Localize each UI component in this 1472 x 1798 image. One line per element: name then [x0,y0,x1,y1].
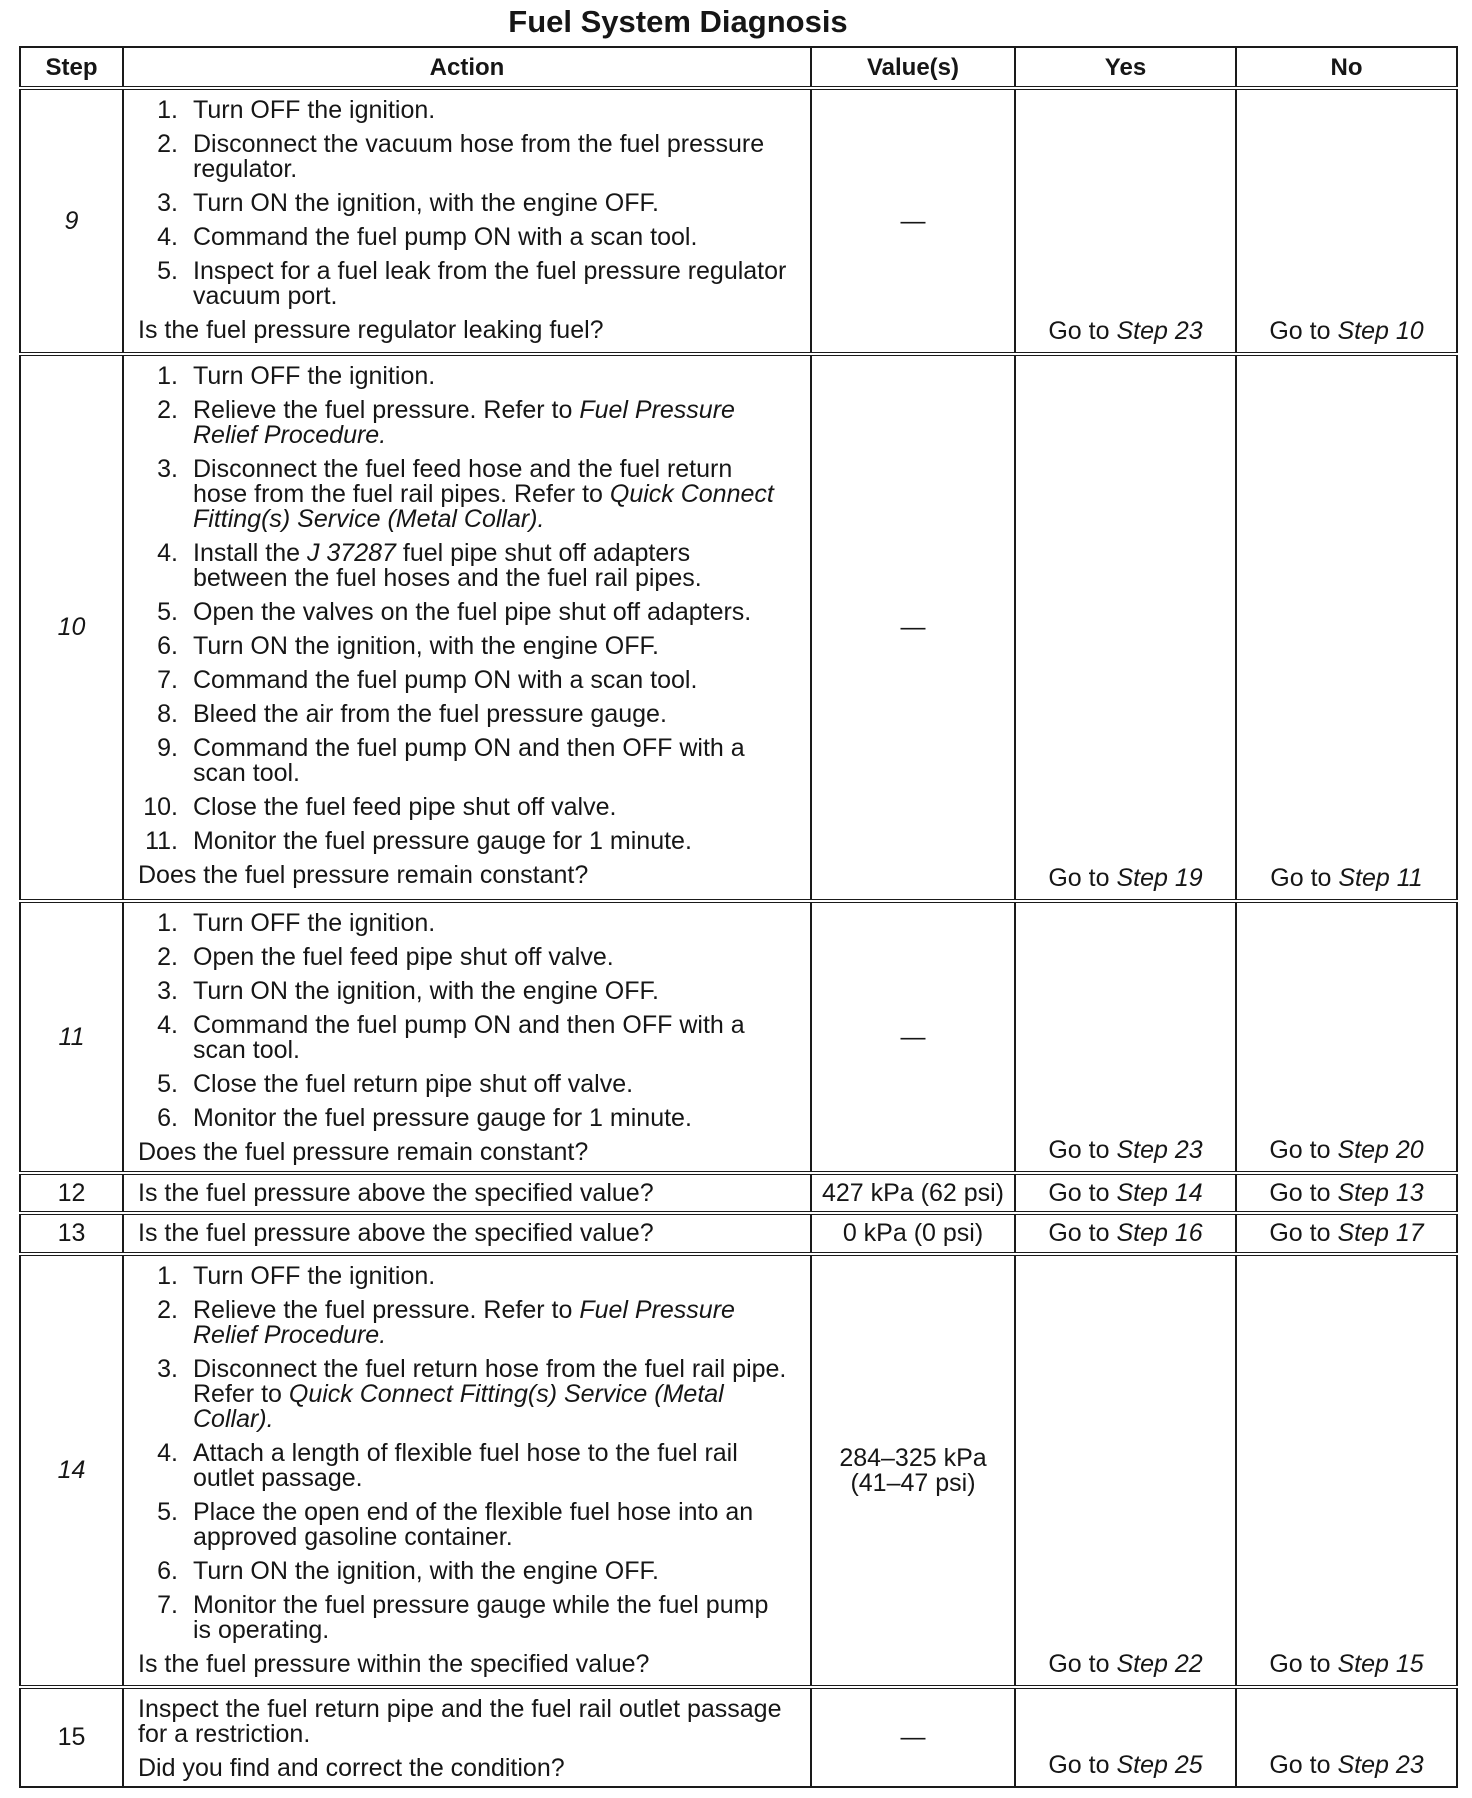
action-item [138,1441,804,1491]
no-cell [1236,354,1457,901]
yes-cell [1015,88,1236,354]
item-text [193,457,774,532]
item-number: 11. [145,827,178,855]
item-number: 1. [157,362,178,390]
go-to-text: Go to [1269,1751,1338,1779]
item-text-run: Command the fuel pump ON and then OFF with a scan tool. [193,734,745,787]
item-text [193,1298,735,1348]
go-to-text: Go to [1269,1219,1338,1247]
item-text [193,1106,692,1131]
step-reference: Step 20 [1337,1136,1424,1164]
step-reference: Step 17 [1337,1219,1424,1247]
action-item [138,634,804,659]
yes-cell [1015,1254,1236,1687]
step-reference: Step 22 [1116,1650,1203,1678]
go-to-text: Go to [1048,864,1117,892]
item-text [193,98,435,123]
item-text [193,1559,659,1584]
value-cell [811,1213,1015,1254]
spec-value: — [900,1723,926,1751]
step-reference: Step 10 [1337,317,1424,345]
step-reference: Step 25 [1116,1751,1203,1779]
action-cell [123,1687,811,1787]
action-question: Did you find and correct the condition? [138,1754,565,1782]
header-no: No [1236,47,1457,88]
value-cell [811,1173,1015,1213]
step-reference: Step 15 [1337,1650,1424,1678]
item-text-run: Turn ON the ignition, with the engine OFF. [193,977,659,1005]
action-text: Inspect the fuel return pipe and the fuel rail outlet passage for a restriction. [138,1695,782,1748]
action-item [138,457,804,532]
action-item [138,600,804,625]
action-item [138,1072,804,1097]
action-question: Does the fuel pressure remain constant? [138,861,589,889]
go-to-text: Go to [1048,1178,1117,1207]
item-text-run: Command the fuel pump ON with a scan tool. [193,666,698,694]
action-question: Is the fuel pressure regulator leaking fuel? [138,316,604,344]
go-to-text: Go to [1048,1219,1117,1247]
item-number: 3. [157,189,178,217]
item-number: 1. [157,909,178,937]
step-reference: Step 11 [1338,864,1423,892]
item-number: 4. [157,539,178,567]
action-item [138,979,804,1004]
item-text [193,600,751,625]
yes-cell [1015,1173,1236,1213]
item-text-run: fuel pipe shut off adapters between the fuel hoses and the fuel rail pipes. [193,539,702,592]
spec-value: — [900,206,926,235]
value-cell [811,88,1015,354]
action-cell [123,1213,811,1254]
action-item [138,736,804,786]
no-cell [1236,1173,1457,1213]
item-text-run: Relieve the fuel pressure. Refer to [193,1296,580,1324]
spec-value: 0 kPa (0 psi) [842,1219,984,1247]
step-row [20,1173,1457,1213]
item-text [193,541,702,591]
item-text-run: Command the fuel pump ON and then OFF with a scan tool. [193,1011,745,1064]
item-number: 7. [157,666,178,694]
action-item [138,541,804,591]
item-text-run: Inspect for a fuel leak from the fuel pressure regulator vacuum port. [193,257,787,310]
diagnosis-table [19,46,1458,1788]
item-text-run: Close the fuel return pipe shut off valve. [193,1070,634,1098]
step-row [20,1254,1457,1687]
spec-value: — [900,613,926,641]
step-reference: Step 16 [1116,1219,1203,1247]
item-text [193,225,697,250]
action-item [138,1298,804,1348]
action-item [138,1357,804,1432]
item-text [193,911,435,936]
item-text [193,945,614,970]
step-row [20,1213,1457,1254]
header-row [20,47,1457,88]
header-step: Step [20,47,123,88]
step-reference: Step 13 [1337,1178,1424,1207]
go-to-text: Go to [1048,1650,1117,1678]
no-cell [1236,1213,1457,1254]
item-number: 7. [157,1591,178,1619]
reference-text: Fuel Pressure Relief Procedure. [193,396,735,449]
item-number: 4. [157,1439,178,1467]
action-item [138,829,804,854]
action-item [138,398,804,448]
yes-cell [1015,1687,1236,1787]
no-cell [1236,1254,1457,1687]
item-text-run: Turn OFF the ignition. [193,1262,436,1290]
step-reference: Step 14 [1116,1178,1203,1207]
action-item [138,945,804,970]
action-question: Does the fuel pressure remain constant? [138,1138,589,1166]
item-text-run: Relieve the fuel pressure. Refer to [193,396,580,424]
value-cell [811,1254,1015,1687]
page-title: Fuel System Diagnosis [508,4,848,39]
item-number: 3. [157,977,178,1005]
action-question: Is the fuel pressure above the specified value? [138,1178,654,1207]
value-cell [811,1687,1015,1787]
item-text-run: Close the fuel feed pipe shut off valve. [193,793,617,821]
action-question: Is the fuel pressure within the specified value? [138,1650,650,1678]
item-number: 6. [157,632,178,660]
action-item [138,364,804,389]
step-reference: Step 23 [1116,1136,1203,1164]
item-number: 4. [157,1011,178,1039]
go-to-text: Go to [1269,1136,1338,1164]
item-number: 10. [143,793,178,821]
item-text-run: Turn OFF the ignition. [193,909,436,937]
no-cell [1236,88,1457,354]
item-text [193,979,659,1004]
item-text-run: Turn OFF the ignition. [193,96,436,124]
action-item [138,1559,804,1584]
item-text [193,829,692,854]
value-cell [811,354,1015,901]
item-text [193,1264,435,1289]
item-text-run: Open the valves on the fuel pipe shut off adapters. [193,598,752,626]
spec-value: 284–325 kPa (41–47 psi) [839,1443,987,1497]
value-cell [811,901,1015,1173]
item-text-run: Disconnect the fuel feed hose and the fuel return hose from the fuel rail pipes. Refer to [193,455,733,508]
reference-text: Fuel Pressure Relief Procedure. [193,1296,735,1349]
action-item [138,702,804,727]
item-text-run: Turn ON the ignition, with the engine OFF. [193,632,659,660]
item-text [193,259,786,309]
step-reference: Step 23 [1116,317,1203,345]
item-text-run: Turn OFF the ignition. [193,362,436,390]
step-reference: Step 19 [1116,864,1203,892]
item-number: 5. [157,1498,178,1526]
action-item [138,132,804,182]
item-number: 5. [157,257,178,285]
item-number: 2. [157,1296,178,1324]
action-item [138,1593,804,1643]
item-number: 5. [157,598,178,626]
go-to-text: Go to [1269,1178,1338,1207]
item-text-run: Monitor the fuel pressure gauge for 1 minute. [193,827,692,855]
action-item [138,1264,804,1289]
item-text-run: Disconnect the vacuum hose from the fuel pressure regulator. [193,130,765,183]
go-to-text: Go to [1048,317,1117,345]
item-text [193,736,745,786]
item-number: 9. [157,734,178,762]
action-item [138,191,804,216]
item-text [193,132,764,182]
action-cell [123,1254,811,1687]
step-row [20,354,1457,901]
item-text [193,1441,738,1491]
step-row [20,88,1457,354]
step-number: 10 [20,354,123,901]
item-text [193,1593,768,1643]
step-number: 9 [20,88,123,354]
action-item [138,98,804,123]
action-cell [123,901,811,1173]
item-text-run: Bleed the air from the fuel pressure gauge. [193,700,667,728]
step-row [20,901,1457,1173]
table-header [20,47,1457,88]
item-text-run: Monitor the fuel pressure gauge while the fuel pump is operating. [193,1591,769,1644]
action-item [138,668,804,693]
item-text-run: Command the fuel pump ON with a scan tool. [193,223,698,251]
step-number: 14 [20,1254,123,1687]
header-yes: Yes [1015,47,1236,88]
item-number: 4. [157,223,178,251]
item-text-run: Place the open end of the flexible fuel hose into an approved gasoline container. [193,1498,754,1551]
item-text [193,634,659,659]
reference-text: Quick Connect Fitting(s) Service (Metal Collar). [193,480,774,533]
action-item [138,1013,804,1063]
item-number: 3. [157,455,178,483]
step-row [20,1687,1457,1787]
item-number: 2. [157,130,178,158]
item-text [193,668,697,693]
item-text [193,1013,745,1063]
yes-cell [1015,354,1236,901]
action-cell [123,88,811,354]
spec-value: 427 kPa (62 psi) [821,1178,1005,1207]
item-number: 5. [157,1070,178,1098]
item-text [193,1072,633,1097]
item-number: 6. [157,1557,178,1585]
item-text-run: Open the fuel feed pipe shut off valve. [193,943,614,971]
action-item [138,1500,804,1550]
item-text-run: Attach a length of flexible fuel hose to the fuel rail outlet passage. [193,1439,738,1492]
action-item [138,911,804,936]
item-text [193,1500,753,1550]
action-cell [123,1173,811,1213]
go-to-text: Go to [1269,1650,1338,1678]
action-question: Is the fuel pressure above the specified value? [138,1219,654,1247]
action-item [138,259,804,309]
item-number: 2. [157,396,178,424]
header-action: Action [123,47,811,88]
header-values: Value(s) [811,47,1015,88]
spec-value: — [900,1022,926,1051]
no-cell [1236,1687,1457,1787]
item-text-run: Turn ON the ignition, with the engine OFF. [193,189,659,217]
item-text-run: Disconnect the fuel return hose from the fuel rail pipe. Refer to [193,1355,787,1408]
reference-text: Quick Connect Fitting(s) Service (Metal Collar). [193,1380,724,1433]
step-number: 13 [20,1213,123,1254]
item-text [193,364,435,389]
item-text-run: Turn ON the ignition, with the engine OFF. [193,1557,659,1585]
item-number: 2. [157,943,178,971]
item-number: 8. [157,700,178,728]
table-body [20,88,1457,1787]
action-item [138,1106,804,1131]
go-to-text: Go to [1269,317,1338,345]
item-number: 6. [157,1104,178,1132]
item-number: 1. [157,96,178,124]
action-item [138,225,804,250]
item-text [193,191,659,216]
item-text-run: Install the [193,539,307,567]
item-text [193,398,735,448]
item-text [193,1357,786,1432]
reference-text: J 37287 [306,539,396,567]
go-to-text: Go to [1048,1751,1117,1779]
item-text [193,702,667,727]
item-text [193,795,616,820]
no-cell [1236,901,1457,1173]
step-number: 12 [20,1173,123,1213]
item-number: 3. [157,1355,178,1383]
go-to-text: Go to [1270,864,1339,892]
yes-cell [1015,901,1236,1173]
action-cell [123,354,811,901]
yes-cell [1015,1213,1236,1254]
item-number: 1. [157,1262,178,1290]
step-number: 11 [20,901,123,1173]
item-text-run: Monitor the fuel pressure gauge for 1 minute. [193,1104,692,1132]
step-number: 15 [20,1687,123,1787]
go-to-text: Go to [1048,1136,1117,1164]
step-reference: Step 23 [1337,1751,1424,1779]
action-item [138,795,804,820]
